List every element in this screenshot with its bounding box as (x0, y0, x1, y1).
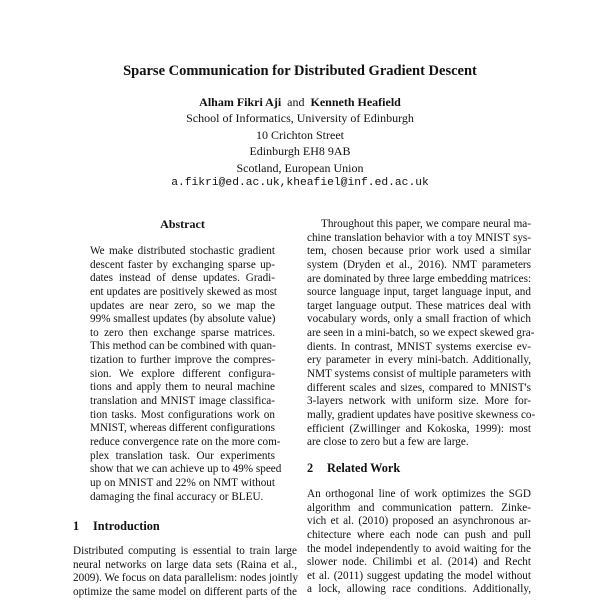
text-line: efficient (Zwillinger and Kokoska, 1999): most (307, 422, 531, 435)
intro-continued-body (307, 218, 536, 450)
text-line: to zero then exchange sparse matrices. (90, 326, 275, 339)
text-line: tem, chosen because prior work used a similar (307, 245, 531, 258)
related-work-body (307, 488, 531, 597)
section-heading-related-work (307, 461, 400, 476)
section-number: 1 (73, 519, 80, 533)
text-line: reduce convergence rate on the more com- (90, 435, 281, 448)
affiliation-line: 10 Crichton Street (256, 127, 344, 142)
text-line: optimize the same model on different parts of the (73, 585, 297, 598)
text-line: Distributed computing is essential to train large (73, 545, 297, 557)
text-line: chine translation behavior with a toy MNIST sys- (307, 231, 531, 244)
text-line: show that we can achieve up to 49% speed (90, 463, 282, 476)
section-heading-introduction (73, 519, 160, 534)
text-line: NMT systems consist of multiple parameters with (307, 368, 531, 381)
text-line: are seen in a mini-batch, so we expect skewed gra- (307, 327, 535, 340)
text-line: slower node. Chilimbi et al. (2014) and Recht (307, 556, 531, 569)
text-line: mally, gradient updates have positive skewness co- (307, 408, 536, 421)
text-line: translation and MNIST image classifica- (90, 395, 275, 408)
text-line: are close to zero but a few are large. (307, 436, 469, 449)
text-line: MNIST, whereas different configurations (90, 422, 275, 435)
text-line: 3-layers network with uniform size. More for- (307, 395, 531, 408)
introduction-body (73, 545, 297, 600)
abstract-heading: Abstract (160, 217, 205, 231)
text-line: the model independently to avoid waiting for the (307, 542, 531, 555)
authors (0, 95, 600, 110)
paper-title: Sparse Communication for Distributed Gradient Descent (123, 63, 477, 79)
author-conjunction: and (287, 95, 305, 109)
text-line: tions and apply them to neural machine (90, 381, 275, 394)
text-line: system (Dryden et al., 2016). NMT parameters (307, 258, 531, 271)
text-line: This method can be combined with quan- (90, 340, 276, 353)
author-name: Alham Fikri Aji (199, 95, 282, 109)
text-line: An orthogonal line of work optimizes the SGD (307, 488, 531, 500)
text-line: vich et al. (2010) proposed an asynchronous ar- (307, 515, 531, 528)
text-line: descent faster by exchanging sparse up- (90, 258, 275, 271)
text-line: ery parameter in every mini-batch. Additionally, (307, 354, 531, 367)
affiliation-line: Scotland, European Union (236, 160, 364, 175)
text-line: We make distributed stochastic gradient (90, 245, 275, 257)
abstract-body (90, 245, 282, 504)
text-line: tion tasks. Most configurations work on (90, 408, 275, 421)
text-line: Throughout this paper, we compare neural ma- (321, 218, 531, 230)
text-line: up on MNIST and 22% on NMT without (90, 476, 275, 489)
text-line: vocabulary words, only a small fraction of which (307, 313, 531, 326)
author-emails: a.fikri@ed.ac.uk,kheafiel@inf.ed.ac.uk (171, 177, 429, 189)
text-line: neural networks on large data sets (Raina et al., (73, 558, 297, 571)
text-line: dients. In contrast, MNIST systems exercise ev- (307, 340, 531, 353)
section-title: Related Work (327, 461, 401, 475)
text-line: et al. (2011) suggest updating the model without (307, 569, 531, 582)
section-title: Introduction (93, 519, 160, 533)
text-line: tization to further improve the compres- (90, 354, 275, 367)
text-line: a lock, allowing race conditions. Additionally, (307, 583, 531, 596)
affiliation-line: School of Informatics, University of Edinburgh (186, 111, 414, 125)
affiliation-line: Edinburgh EH8 9AB (249, 144, 351, 158)
text-line: updates are near zero, so we map the (90, 299, 275, 312)
section-number: 2 (307, 461, 314, 475)
text-line: algorithm and communication pattern. Zinke- (307, 501, 531, 514)
text-line: sion. We explore different configura- (90, 367, 275, 380)
text-line: ent updates are positively skewed as most (90, 285, 278, 298)
text-line: plex translation task. Our experiments (90, 449, 275, 462)
text-line: dates instead of dense updates. Gradi- (90, 272, 275, 285)
author-name: Kenneth Heafield (310, 95, 401, 109)
text-line: source language input, target language input, and (307, 286, 531, 299)
text-line: damaging the final accuracy or BLEU. (90, 490, 264, 503)
text-line: different scales and sizes, compared to MNIST's (307, 381, 531, 394)
text-line: are dominated by three large embedding matrices: (307, 272, 532, 285)
text-line: 99% smallest updates (by absolute value) (90, 313, 276, 326)
text-line: target language output. These matrices deal with (307, 299, 531, 312)
text-line: 2009). We focus on data parallelism: nodes jointly (73, 572, 299, 585)
text-line: chitecture where each node can push and pull (307, 528, 531, 541)
